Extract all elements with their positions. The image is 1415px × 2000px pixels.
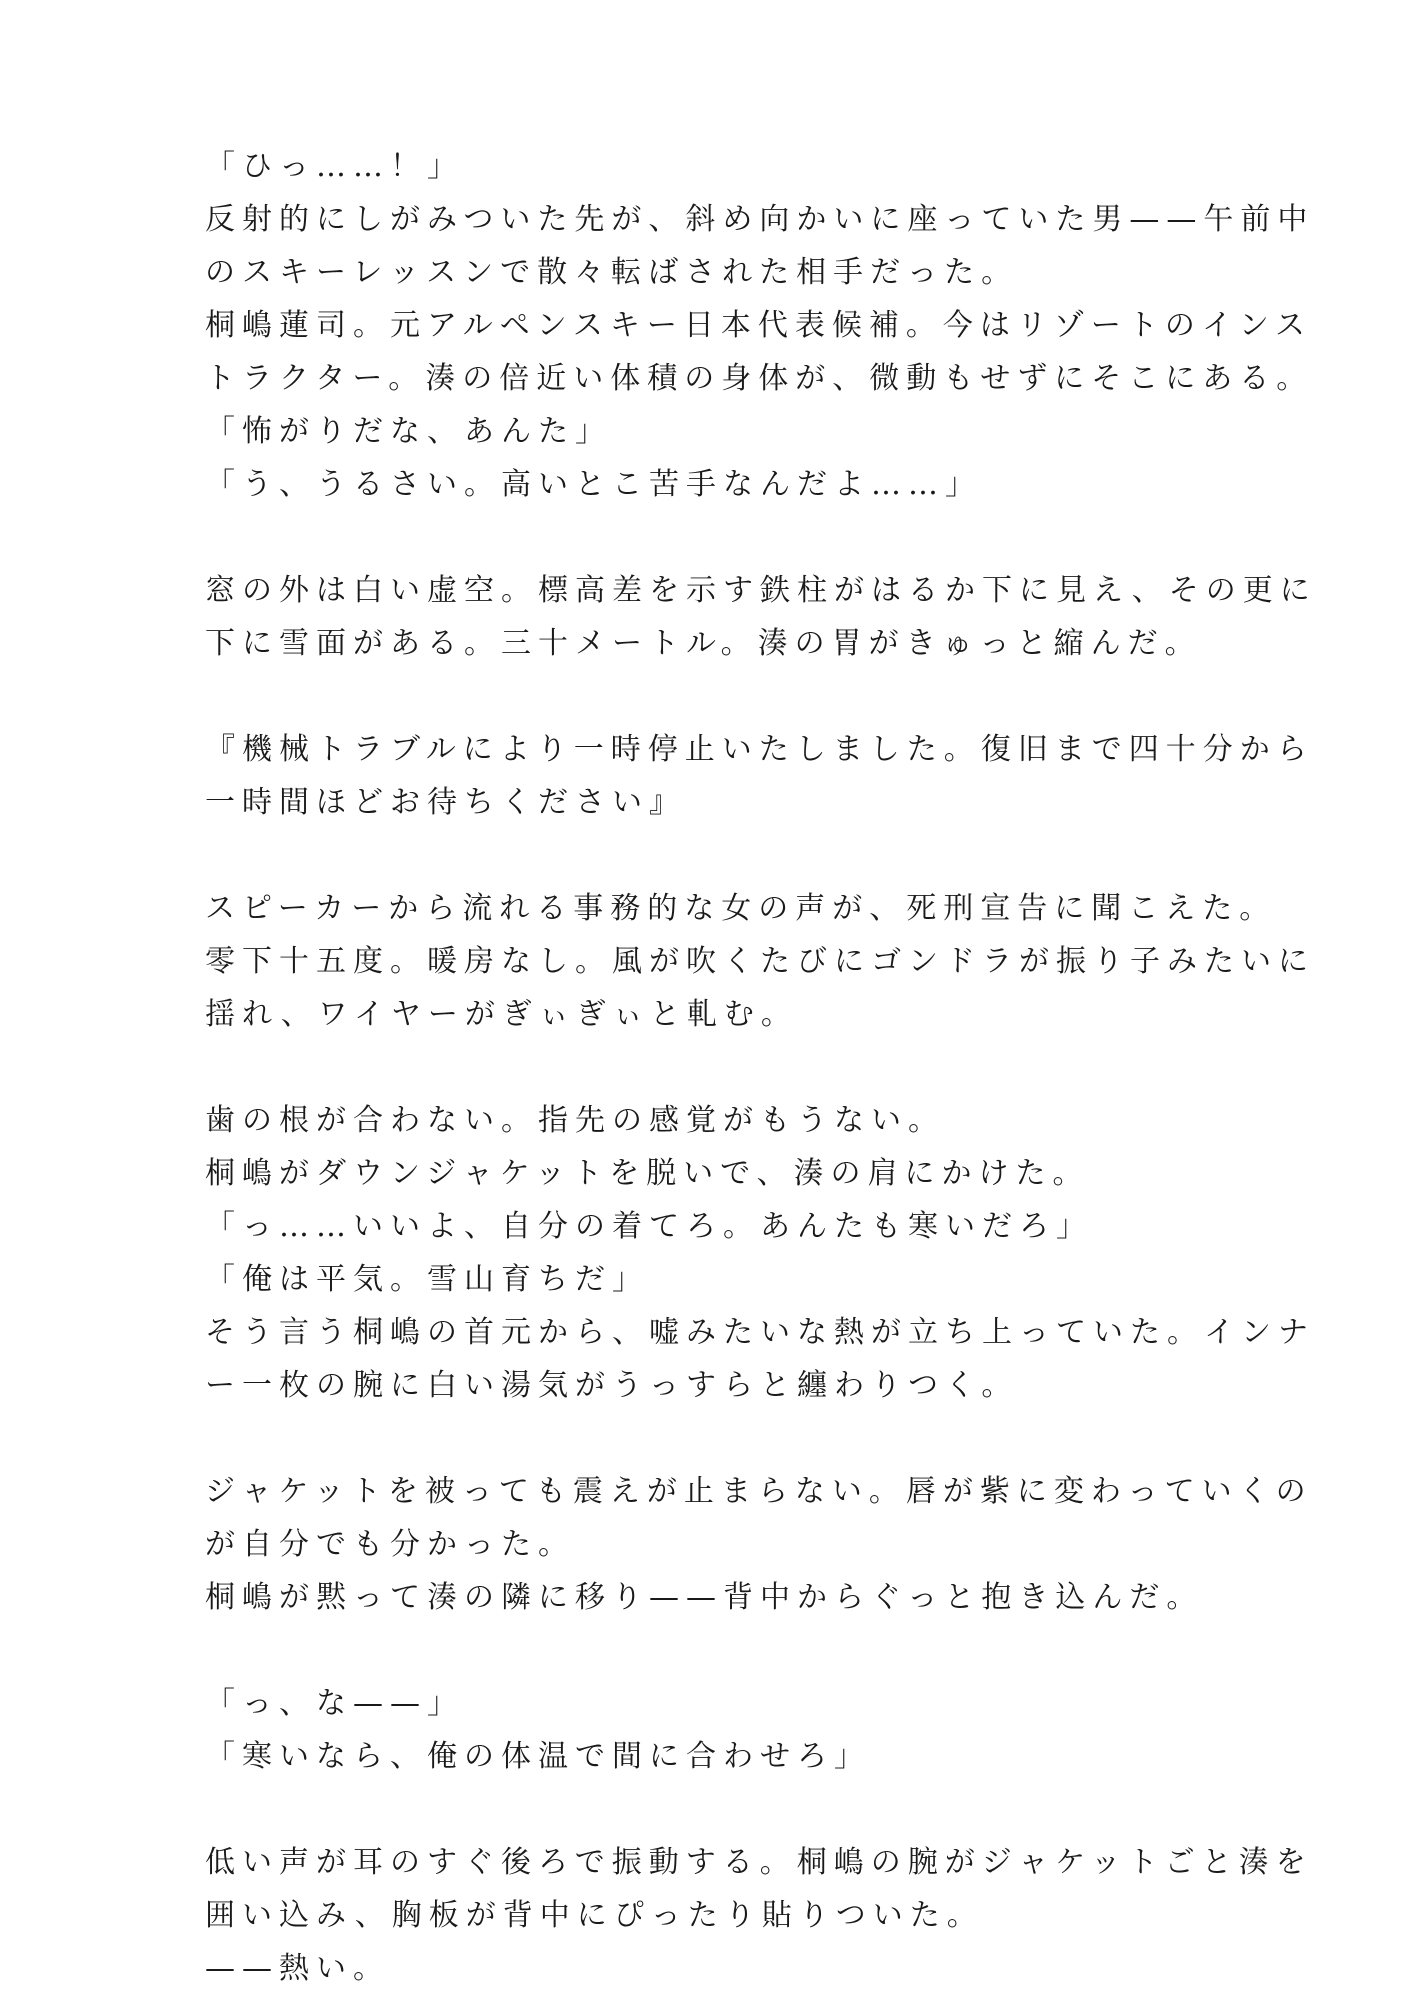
text-line: 「っ……いいよ、自分の着てろ。あんたも寒いだろ」	[205, 1209, 1093, 1244]
text-line: 零下十五度。暖房なし。風が吹くたびにゴンドラが振り子みたいに	[205, 944, 1315, 979]
blank-line	[205, 829, 1215, 882]
text-line: 「う、うるさい。高いとこ苦手なんだよ……」	[205, 467, 982, 502]
blank-line	[205, 1783, 1215, 1836]
blank-line	[205, 1624, 1215, 1677]
text-line: 反射的にしがみついた先が、斜め向かいに座っていた男——午前中	[205, 202, 1315, 237]
text-line: 『機械トラブルにより一時停止いたしました。復旧まで四十分から	[205, 732, 1314, 767]
text-line: 歯の根が合わない。指先の感覚がもうない。	[205, 1103, 945, 1138]
blank-line	[205, 511, 1215, 564]
text-line: ——熱い。	[205, 1951, 390, 1986]
text-line: 「っ、な——」	[205, 1686, 464, 1721]
document-body	[205, 140, 1317, 1995]
text-line: ー一枚の腕に白い湯気がうっすらと纏わりつく。	[205, 1368, 1019, 1403]
text-line: トラクター。湊の倍近い体積の身体が、微動もせずにそこにある。	[205, 361, 1314, 396]
text-line: 窓の外は白い虚空。標高差を示す鉄柱がはるか下に見え、その更に	[205, 573, 1317, 608]
text-line: 「ひっ……！」	[205, 149, 464, 184]
text-line: が自分でも分かった。	[205, 1527, 575, 1562]
text-line: スピーカーから流れる事務的な女の声が、死刑宣告に聞こえた。	[205, 891, 1277, 926]
text-line: 低い声が耳のすぐ後ろで振動する。桐嶋の腕がジャケットごと湊を	[205, 1845, 1313, 1880]
text-line: 下に雪面がある。三十メートル。湊の胃がきゅっと縮んだ。	[205, 626, 1202, 661]
text-line: 囲い込み、胸板が背中にぴったり貼りついた。	[205, 1898, 984, 1933]
blank-line	[205, 670, 1215, 723]
text-line: 一時間ほどお待ちください』	[205, 785, 686, 820]
blank-line	[205, 1041, 1215, 1094]
text-line: 桐嶋蓮司。元アルペンスキー日本代表候補。今はリゾートのインス	[205, 308, 1312, 343]
text-line: 「怖がりだな、あんた」	[205, 414, 612, 449]
text-line: ジャケットを被っても震えが止まらない。唇が紫に変わっていくの	[205, 1474, 1313, 1509]
text-line: 「寒いなら、俺の体温で間に合わせろ」	[205, 1739, 871, 1774]
text-line: 「俺は平気。雪山育ちだ」	[205, 1262, 649, 1297]
text-line: 桐嶋が黙って湊の隣に移り——背中からぐっと抱き込んだ。	[205, 1580, 1204, 1615]
text-line: そう言う桐嶋の首元から、嘘みたいな熱が立ち上っていた。インナ	[205, 1315, 1315, 1350]
blank-line	[205, 1412, 1215, 1465]
text-line: 桐嶋がダウンジャケットを脱いで、湊の肩にかけた。	[205, 1156, 1090, 1191]
text-line: 揺れ、ワイヤーがぎぃぎぃと軋む。	[205, 997, 798, 1032]
text-line: のスキーレッスンで散々転ばされた相手だった。	[205, 255, 1019, 290]
